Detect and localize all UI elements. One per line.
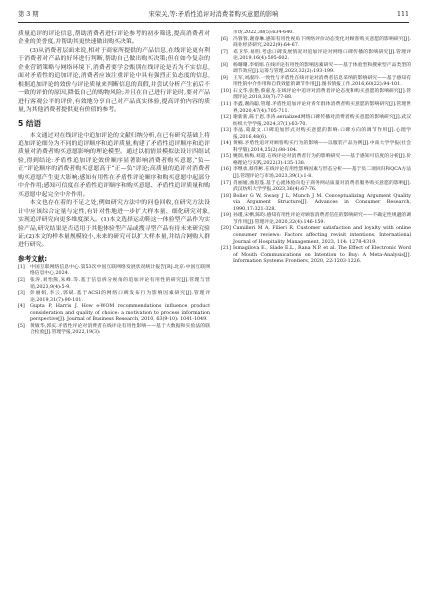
reference-item [18,324,210,337]
reference-text: 杨珊珊,李娟娟.在线评论有用性的影响因素研究——基于体验型和搜索型产品类型的调节效应[J].运筹与管理,2023,32(2):193-199. [233,62,411,75]
reference-text: 孙瑾,宋栖,陈昀.感知有用性评论对顾客消费者信任的影响研究——不确定性规避的调节作用[J].管理评论,2020,32(4):146-159. [233,213,411,225]
reference-text: 石文华,张艳,蔡嘉龙.在线评论中追评对消费者评论态度和购买意愿的影响研究[J].管理评论,2018,30(7):77-88. [233,88,411,101]
reference-text: 姚瑞,杨梅,刘超.在线评论对消费者行为的影响研究——基于感知可信度的分析[J].价格理论与实践,2022(3):135-138. [233,154,411,166]
reference-list-right [221,30,411,266]
reference-number: [4] [18,304,25,310]
reference-item [18,265,210,278]
left-column [18,30,210,590]
reference-number: [5] [18,323,25,329]
reference-item [221,128,411,141]
running-header [18,8,409,23]
paragraph: (3)从消费者层面来说,相对于商家所提供的产品信息,在线评论更有利于消费者对产品的好坏进行判断,帮助自己做出购买决策;但在如今复杂的企业营销策略与网络环境下,消费者要学会甄别在线评论是否为不实信息,面对矛盾性的追加评论,消费者应该注重评论中具有强烈正负态度的信息,根据追加评论的效价与评论质量来判断信息的真假,并尝试分析产生前后不一致的评价的原因,降低自己的购物风险;并且在自己进行评论时,要对产品进行客观公平的评价,有效地分享自己对产品真实体验,提高评价内容的质量,为其他消费者提供更有价值的参考。 [18,47,210,114]
reference-text: 谢新新,陈于恩,李涛.serialized网络口碑传播对消费者购买意愿的影响研究[J].武汉纺织大学学报,2024,37(1):63-70. [233,115,411,127]
issue-label: 第 3 期 [18,11,39,18]
reference-number: [9] [221,75,228,81]
reference-number: [14] [221,141,231,147]
section-heading-conclusion: 5 结语 [18,118,42,128]
right-column [221,30,411,590]
reference-text: 王军,刘淑玲.一致性与矛盾性在线评论对消费者信息采纳的影响研究——基于感知有用性的中介作用和自我效能的调节作用[J].图书情报工作,2016,60(22):94-101. [233,75,411,88]
paragraph: 本文通过对在线评论中追加评论的文献归纳分析,在已有研究基础上将追加评论细分为不同的追评顺序和追评质量,构建了矛盾性追评顺序和追评质量对消费者购买意愿影响的理论模型。通过以捐情景模拟法设计四组试验,得到结论:矛盾性追加评论效价顺序显著影响消费者购买意愿,“负—正”评论顺序的消费者购买意愿高于“正—负”评论;高质量的追评对消费者购买意愿产生更大影响;感知有用性在矛盾性评论顺序和购买意愿中起部分中介作用;感知可信度在矛盾性追评顺序和购买意愿、矛盾性追评质量和购买意愿中起完全中介作用。 [18,132,210,198]
reference-text: Ismagilova E., Slade E.L., Rana N.P. et al. The Effect of Electronic Word of Mouth Communications on Intention to Buy: A Meta-Analysis[J]. Information Systems Frontiers, 2020, 22:1203-1226. [233,246,411,265]
reference-item [221,154,411,167]
reference-text: 黄楠.矛盾性追评对顾客购买行为的影响——以服装产品为例[J].中南大学学报(社会科学版),2014,25(2):98-104. [233,141,411,153]
reference-text: 市场,2022,38(5):634-640. [233,30,294,35]
reference-item [221,115,411,128]
reference-number: [15] [221,154,231,160]
reference-number: [21] [221,246,231,252]
reference-number: [19] [221,213,231,219]
reference-text: 彭丽娟,李云,郭斌.基于ACSI的网络口碑发布行为影响因素研究[J].管理评论,2019,31(7):90-101. [30,291,210,303]
running-title: 宋荣关,等:矛盾性追评对消费者购买意愿的影响 [148,11,279,18]
reference-text: Camilleri M A, Filieri R. Customer satisfaction and loyalty with online consumer reviews: Factors affecting revisit intentions, International Journal of Hospitality Management, 2023, 114: 1278-4319. [233,226,411,245]
reference-item [221,181,411,194]
references-heading: 参考文献: [18,254,48,263]
conclusion-text [18,132,210,250]
reference-text: Gupta P, Harris J. How e-WOM recommendations influence product consideration and quality of choice: a motivation to process information perspective[J]. Journal of Business Research, 2010, 63(9-10): 1041-1049. [30,304,210,323]
reference-item [221,37,411,50]
reference-item [221,226,411,246]
reference-text: 黄敏华,郭庆.矛盾性评论对消费者在线评论有用性影响——基于大数据和实验法的联合检验[J].管理学报,2022,19(3): [30,323,210,336]
reference-number: [17] [221,180,231,186]
reference-number: [12] [221,115,231,121]
reference-number: [3] [18,291,25,297]
reference-item [221,246,411,266]
reference-item [18,304,210,324]
reference-list-left [18,265,210,337]
reference-item [221,194,411,214]
reference-text: 冯蓉蓉,谢睿琳.感知有用性视角下网络评价动态变化对顾客购买意愿的影响研究[J].商业经济研究,2022(9):64-67. [233,36,411,49]
reference-number: [1] [18,264,25,270]
reference-text: 李继承,蔡伟彬.在线评论有用性影响因素与形态分析——基于负二项回归和QCA方法[J].管理评论与市场,2023,39(1):1-8. [233,167,411,180]
reference-text: Boller G W, Swasy J L, Munch J M. Conceptualizing Argument Quality via Argument Structure[J]. Advances in Consumer Research, 1990,17:321-328. [233,193,411,212]
reference-text: 肖丽媛,曲思蓬.基于心流体验向电子商务网站质量对消费者服务购买意愿的影响[J].武汉纺织大学学报,2023,36(4):67-76. [233,180,411,193]
reference-number: [16] [221,167,231,173]
paragraph: 本文也存在着的不足之处,例如研究方法中的问卷回收,在研究方法设计中应该综合定量与定性,有针对性地进一步扩大样本量、细化研究对象,实现追评研究向更多维度深入。(1)本文选择运动鞋这一体验型产品作为实验产品,研究结果是否适用于其他体验型产品或搜寻型产品有待未来研究验证;(2)本文的样本量规模较小,未来的研究可以扩大样本量,并结合网购人群进行研究。 [18,200,210,249]
reference-number: [13] [221,128,231,134]
reference-text: 中国互联网络信息中心.第53次中国互联网络发展状况统计报告[R].北京:中国互联网络信息中心,2024. [30,264,210,277]
reference-number: [11] [221,102,231,108]
reference-item [221,141,411,154]
reference-item [221,63,411,76]
reference-item [221,50,411,63]
reference-item [221,102,411,115]
reference-number: [7] [221,49,228,55]
reference-number: [2] [18,277,25,283]
reference-number: [20] [221,226,231,232]
reference-item [221,76,411,89]
page-number: 111 [396,11,409,18]
reference-number: [18] [221,193,231,199]
reference-text: 邓卫华,易明.考虑口碑发展情况对追加评论对网络口碑传播的影响研究[J].管理评论,2019,16(4):595-602. [233,49,411,62]
reference-item [221,213,411,226]
reference-number: [6] [221,36,228,42]
reference-number: [10] [221,88,231,94]
reference-item [18,278,210,291]
body-text-top [18,30,210,115]
reference-text: 张涛,刘怡熊,朱峰.等.基于信息拆分视角的追加评论有用性的研究[J].管理与营销,2023,9(4):5-9. [30,277,210,290]
reference-item [221,89,411,102]
reference-item [18,291,210,304]
reference-number: [8] [221,62,228,68]
reference-item [221,167,411,180]
reference-text: 李晶,葛最文.口碑追加形式对购买意愿的影响:口碑方向的调节作用[J].心理学报,2016,48(6). [233,128,411,140]
paragraph: 质量追评的评论信息,帮助消费者进行评论参考的初步筛选,提高消费者对企业的美誉度,并帮助其更快速做出购买决策。 [18,31,210,46]
reference-text: 李鑫,谢尚聪,管瑾.矛盾性追加评论对青年群体消费者购买意愿的影响研究[J].管理世界,2020,47(4):705-711. [233,102,411,114]
